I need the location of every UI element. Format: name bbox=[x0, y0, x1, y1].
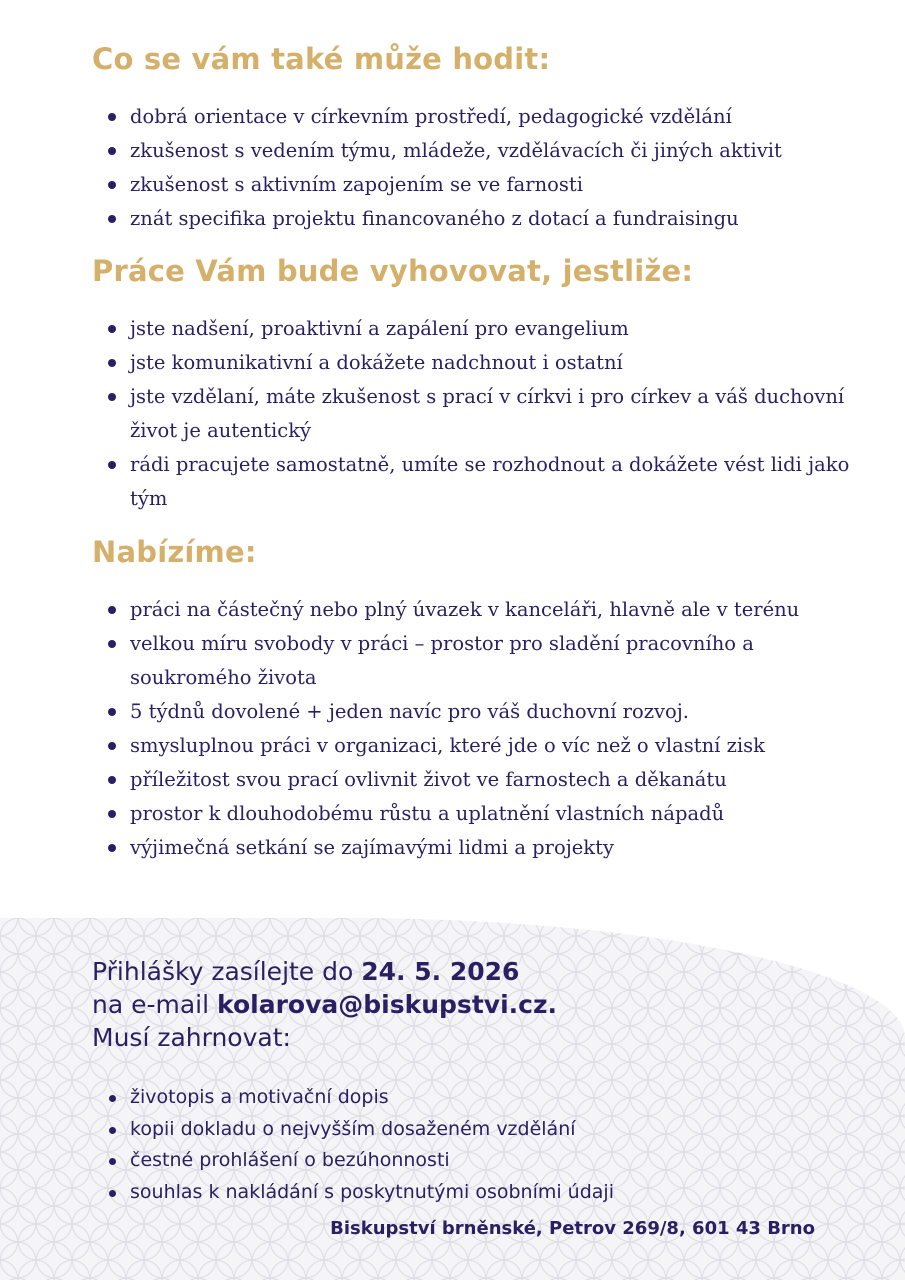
list-item: výjimečná setkání se zajímavými lidmi a projekty bbox=[106, 831, 876, 865]
email-prefix: na e-mail bbox=[92, 990, 218, 1019]
deadline-line bbox=[92, 955, 882, 988]
deadline-prefix: Přihlášky zasílejte do bbox=[92, 957, 362, 986]
suits-you-list bbox=[106, 312, 876, 516]
list-item: prostor k dlouhodobému růstu a uplatnění vlastních nápadů bbox=[106, 797, 876, 831]
must-include-label: Musí zahrnovat: bbox=[92, 1023, 291, 1052]
list-item: jste vzdělaní, máte zkušenost s prací v církvi i pro církev a váš duchovní život je autentický bbox=[106, 380, 876, 448]
section-heading-also-useful: Co se vám také může hodit: bbox=[92, 42, 551, 76]
section-heading-we-offer: Nabízíme: bbox=[92, 535, 257, 569]
application-instructions bbox=[92, 955, 882, 1054]
list-item: jste nadšení, proaktivní a zapálení pro evangelium bbox=[106, 312, 876, 346]
also-useful-list bbox=[106, 100, 876, 236]
contact-email-link[interactable]: kolarova@biskupstvi.cz. bbox=[217, 990, 557, 1019]
list-item: zkušenost s vedením týmu, mládeže, vzdělávacích či jiných aktivit bbox=[106, 134, 876, 168]
list-item: příležitost svou prací ovlivnit život ve farnostech a děkanátu bbox=[106, 763, 876, 797]
section-heading-suits-you: Práce Vám bude vyhovovat, jestliže: bbox=[92, 254, 694, 288]
deadline-date: 24. 5. 2026 bbox=[361, 957, 520, 986]
list-item: rádi pracujete samostatně, umíte se rozhodnout a dokážete vést lidi jako tým bbox=[106, 448, 876, 516]
email-line bbox=[92, 988, 882, 1021]
list-item: čestné prohlášení o bezúhonnosti bbox=[106, 1145, 806, 1177]
organization-address: Biskupství brněnské, Petrov 269/8, 601 43 Brno bbox=[330, 1218, 815, 1239]
list-item: dobrá orientace v církevním prostředí, pedagogické vzdělání bbox=[106, 100, 876, 134]
list-item: znát specifika projektu financovaného z dotací a fundraisingu bbox=[106, 202, 876, 236]
list-item: 5 týdnů dovolené + jeden navíc pro váš duchovní rozvoj. bbox=[106, 695, 876, 729]
list-item: smysluplnou práci v organizaci, které jde o víc než o vlastní zisk bbox=[106, 729, 876, 763]
list-item: velkou míru svobody v práci – prostor pro sladění pracovního a soukromého života bbox=[106, 627, 876, 695]
list-item: zkušenost s aktivním zapojením se ve farnosti bbox=[106, 168, 876, 202]
list-item: práci na částečný nebo plný úvazek v kanceláři, hlavně ale v terénu bbox=[106, 593, 876, 627]
we-offer-list bbox=[106, 593, 876, 865]
required-documents-list bbox=[106, 1082, 806, 1208]
list-item: jste komunikativní a dokážete nadchnout i ostatní bbox=[106, 346, 876, 380]
list-item: kopii dokladu o nejvyšším dosaženém vzdělání bbox=[106, 1114, 806, 1146]
list-item: souhlas k nakládání s poskytnutými osobními údaji bbox=[106, 1177, 806, 1209]
list-item: životopis a motivační dopis bbox=[106, 1082, 806, 1114]
